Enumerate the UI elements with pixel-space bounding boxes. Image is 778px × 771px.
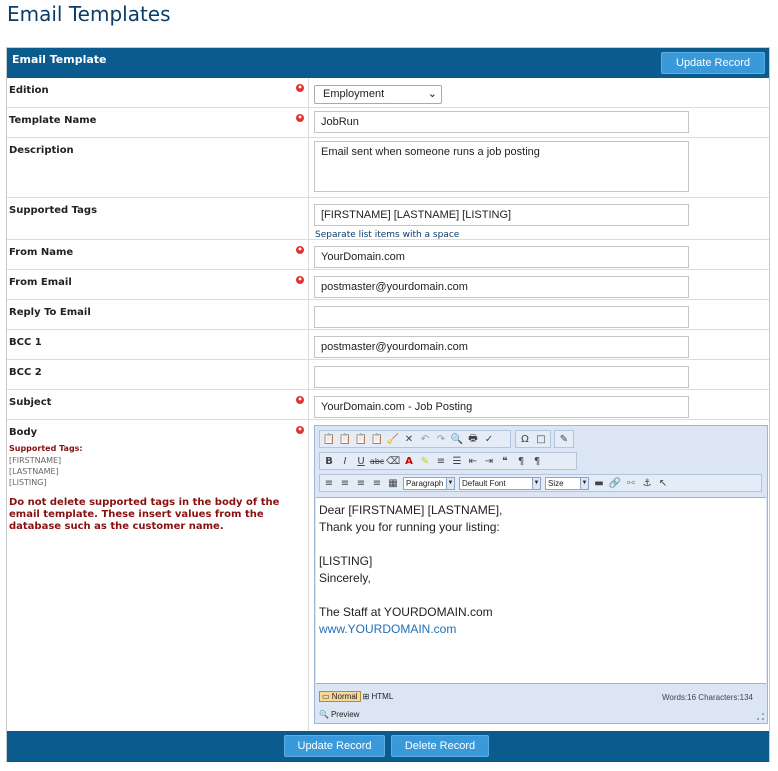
align-justify-icon[interactable]: ≡: [372, 477, 382, 489]
eraser-icon[interactable]: ⌫: [385, 455, 401, 467]
align-left-icon[interactable]: ≡: [324, 477, 334, 489]
align-center-icon[interactable]: ≡: [340, 477, 350, 489]
find-icon[interactable]: 🔍: [450, 433, 464, 445]
body-supported-list: [9, 455, 61, 488]
subject-label: Subject: [9, 397, 52, 408]
editor-mode-bar: [319, 691, 393, 702]
editor-toolbar-1c: [554, 430, 574, 448]
editor-toolbar-1: [319, 430, 511, 448]
dropdown-arrow-icon: ▼: [446, 478, 454, 489]
underline-icon[interactable]: U: [357, 455, 365, 467]
content-line: Thank you for running your listing:: [319, 520, 500, 534]
mode-normal-label: Normal: [331, 692, 358, 701]
align-right-icon[interactable]: ≡: [356, 477, 366, 489]
required-icon: •: [297, 113, 303, 122]
frame-icon[interactable]: □: [536, 433, 546, 445]
cleanup-icon[interactable]: 🧹: [386, 433, 400, 445]
bcc1-label: BCC 1: [9, 337, 42, 348]
paste-icon[interactable]: 📋: [322, 433, 336, 445]
page-title: Email Templates: [7, 2, 171, 26]
body-label: Body: [9, 427, 38, 438]
description-textarea[interactable]: Email sent when someone runs a job posting: [314, 141, 689, 192]
row-edition: [7, 78, 769, 108]
undo-icon[interactable]: ↶: [420, 433, 430, 445]
row-bcc1: [7, 330, 769, 360]
reply-to-label: Reply To Email: [9, 307, 91, 318]
bcc2-label: BCC 2: [9, 367, 42, 378]
editor-toolbar-2: [319, 452, 577, 470]
subject-input[interactable]: YourDomain.com - Job Posting: [314, 396, 689, 418]
edition-select-value: Employment: [323, 88, 385, 100]
highlight-icon[interactable]: ✎: [420, 455, 430, 467]
row-from-email: [7, 270, 769, 300]
ltr-icon[interactable]: ¶: [517, 455, 525, 467]
row-body: [7, 420, 769, 731]
edition-select[interactable]: [314, 85, 442, 104]
pointer-icon[interactable]: ↖: [658, 477, 668, 489]
reply-to-input[interactable]: [314, 306, 689, 328]
email-template-form: [6, 47, 770, 762]
strikethrough-icon[interactable]: abc: [369, 456, 385, 466]
content-line: [319, 587, 763, 604]
spellcheck-icon[interactable]: ✓: [484, 433, 494, 445]
unordered-list-icon[interactable]: ☰: [452, 455, 462, 467]
outdent-icon[interactable]: ⇤: [468, 455, 478, 467]
from-name-input[interactable]: YourDomain.com: [314, 246, 689, 268]
print-icon[interactable]: 🖶: [468, 432, 478, 444]
mode-html-button[interactable]: ⊞ HTML: [362, 692, 394, 701]
mode-html-label: HTML: [371, 692, 394, 701]
form-header: [7, 48, 769, 78]
required-icon: •: [297, 395, 303, 404]
content-line: [319, 536, 763, 553]
required-icon: •: [297, 275, 303, 284]
content-line: Sincerely,: [319, 571, 371, 585]
supported-tags-input[interactable]: [FIRSTNAME] [LASTNAME] [LISTING]: [314, 204, 689, 226]
table-icon[interactable]: ▦: [388, 477, 398, 489]
paste-html-icon[interactable]: 📋: [370, 433, 384, 445]
editor-content[interactable]: [316, 497, 766, 684]
remove-icon[interactable]: ✕: [404, 433, 414, 445]
row-subject: [7, 390, 769, 420]
edit-source-icon[interactable]: ✎: [559, 433, 569, 445]
resize-grip-icon[interactable]: [757, 713, 764, 720]
indent-icon[interactable]: ⇥: [484, 455, 494, 467]
dropdown-arrow-icon: ▼: [580, 478, 588, 489]
chevron-down-icon: ⌄: [427, 88, 437, 100]
bcc2-input[interactable]: [314, 366, 689, 388]
row-reply-to: [7, 300, 769, 330]
font-color-icon[interactable]: A: [405, 455, 413, 467]
bcc1-input[interactable]: postmaster@yourdomain.com: [314, 336, 689, 358]
special-char-icon[interactable]: Ω: [521, 433, 529, 445]
content-link[interactable]: www.YOURDOMAIN.com: [319, 622, 457, 636]
supported-tag-item: [FIRSTNAME]: [9, 456, 62, 465]
content-line: [LISTING]: [319, 554, 373, 568]
from-email-input[interactable]: postmaster@yourdomain.com: [314, 276, 689, 298]
unlink-icon[interactable]: ⚯: [626, 477, 636, 489]
supported-tag-item: [LISTING]: [9, 478, 47, 487]
body-supported-heading: Supported Tags:: [9, 444, 83, 453]
horizontal-rule-icon[interactable]: ▬: [594, 477, 604, 489]
font-select[interactable]: [459, 477, 541, 490]
required-icon: •: [297, 245, 303, 254]
preview-icon: 🔍: [319, 710, 329, 719]
content-line: The Staff at YOURDOMAIN.com: [319, 605, 493, 619]
paste-text-icon[interactable]: 📋: [338, 433, 352, 445]
blockquote-icon[interactable]: ❝: [502, 455, 508, 467]
paragraph-select-value: Paragraph: [406, 478, 444, 488]
size-select-value: Size: [548, 478, 564, 488]
template-name-label: Template Name: [9, 115, 97, 126]
update-record-button-top[interactable]: Update Record: [661, 52, 765, 74]
row-bcc2: [7, 360, 769, 390]
mode-preview-label: Preview: [330, 710, 360, 719]
italic-icon[interactable]: I: [343, 455, 347, 467]
form-title: Email Template: [12, 53, 107, 66]
font-select-value: Default Font: [462, 478, 506, 488]
editor-toolbar-3: [319, 474, 762, 492]
description-label: Description: [9, 145, 74, 156]
update-record-button-bottom[interactable]: Update Record: [284, 735, 385, 757]
anchor-icon[interactable]: ⚓: [642, 477, 652, 489]
editor-stats: Words:16 Characters:134: [661, 693, 753, 702]
rich-text-editor: [314, 425, 768, 724]
delete-record-button[interactable]: Delete Record: [391, 735, 489, 757]
row-supported-tags: [7, 198, 769, 240]
supported-tags-hint: Separate list items with a space: [315, 230, 460, 240]
paragraph-select[interactable]: [403, 477, 455, 490]
dropdown-arrow-icon: ▼: [532, 478, 540, 489]
edition-label: Edition: [9, 85, 49, 96]
ordered-list-icon[interactable]: ≡: [436, 455, 446, 467]
supported-tag-item: [LASTNAME]: [9, 467, 59, 476]
redo-icon[interactable]: ↷: [436, 433, 446, 445]
required-icon: •: [297, 425, 303, 434]
link-icon[interactable]: 🔗: [608, 477, 622, 489]
mode-preview-button[interactable]: [319, 710, 359, 719]
paste-word-icon[interactable]: 📋: [354, 433, 368, 445]
row-description: [7, 138, 769, 198]
mode-normal-button[interactable]: ▭ Normal: [319, 691, 361, 702]
supported-tags-label: Supported Tags: [9, 205, 98, 216]
size-select[interactable]: [545, 477, 589, 490]
body-warning: Do not delete supported tags in the body of the email template. These insert values from the database such as the customer name.: [9, 497, 280, 532]
editor-toolbar-1b: [515, 430, 551, 448]
bold-icon[interactable]: B: [325, 455, 333, 467]
form-footer: [7, 731, 769, 762]
rtl-icon[interactable]: ¶: [533, 455, 541, 467]
required-icon: •: [297, 83, 303, 92]
content-line: Dear [FIRSTNAME] [LASTNAME],: [319, 503, 503, 517]
row-from-name: [7, 240, 769, 270]
from-email-label: From Email: [9, 277, 72, 288]
row-template-name: [7, 108, 769, 138]
template-name-input[interactable]: JobRun: [314, 111, 689, 133]
from-name-label: From Name: [9, 247, 74, 258]
